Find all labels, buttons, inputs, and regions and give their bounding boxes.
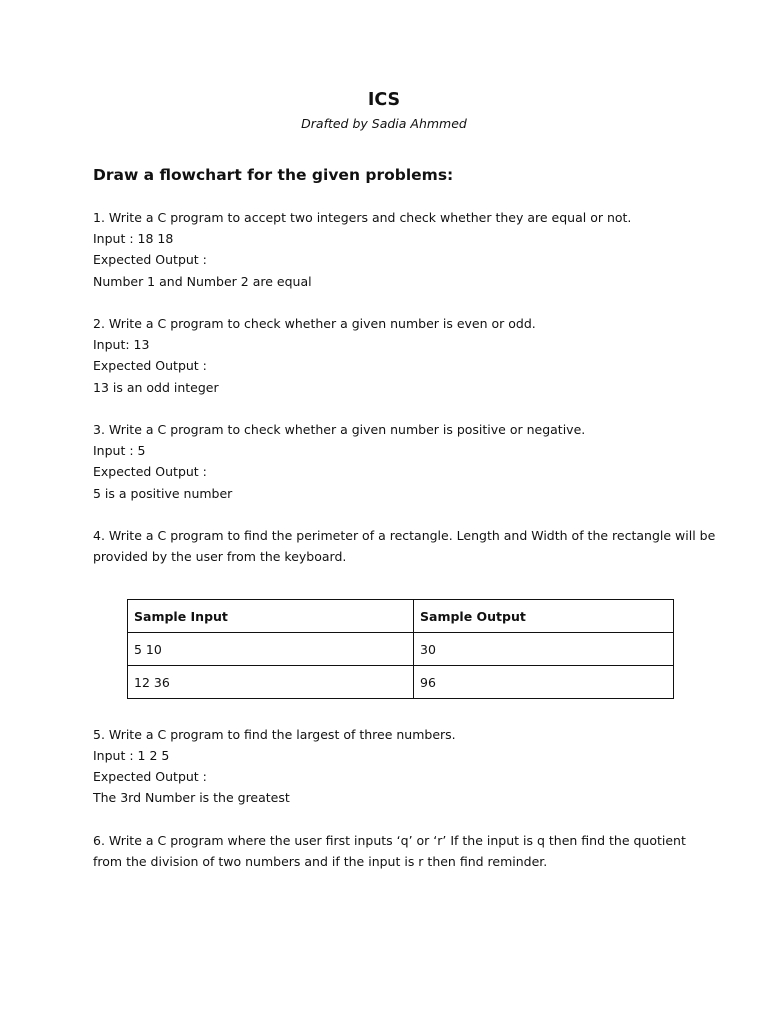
problem-2-statement: 2. Write a C program to check whether a given number is even or odd. <box>93 316 536 331</box>
problem-3-input: Input : 5 <box>93 443 146 458</box>
section-heading: Draw a flowchart for the given problems: <box>93 166 454 184</box>
sample-io-table <box>127 599 674 699</box>
problem-5-statement: 5. Write a C program to find the largest of three numbers. <box>93 727 456 742</box>
problem-4-statement-line-2: provided by the user from the keyboard. <box>93 549 347 564</box>
problem-2-expected-label: Expected Output : <box>93 358 207 373</box>
problem-5-input: Input : 1 2 5 <box>93 748 170 763</box>
problem-1-input: Input : 18 18 <box>93 231 174 246</box>
problem-3-statement: 3. Write a C program to check whether a given number is positive or negative. <box>93 422 586 437</box>
document-subtitle: Drafted by Sadia Ahmmed <box>301 116 467 131</box>
problem-4-statement-line-1: 4. Write a C program to find the perimeter of a rectangle. Length and Width of the rectangle will be <box>93 528 716 543</box>
problem-2-output: 13 is an odd integer <box>93 380 219 395</box>
table-cell-output: 96 <box>414 666 674 699</box>
problem-5-expected-label: Expected Output : <box>93 769 207 784</box>
problem-5-output: The 3rd Number is the greatest <box>93 790 290 805</box>
header-sample-output: Sample Output <box>414 600 674 633</box>
header-sample-input: Sample Input <box>128 600 414 633</box>
table-header-row <box>128 600 674 633</box>
table-row <box>128 633 674 666</box>
table-cell-output: 30 <box>414 633 674 666</box>
problem-1-expected-label: Expected Output : <box>93 252 207 267</box>
table-cell-input: 12 36 <box>128 666 414 699</box>
problem-3-expected-label: Expected Output : <box>93 464 207 479</box>
problem-1-output: Number 1 and Number 2 are equal <box>93 274 312 289</box>
problem-1-statement: 1. Write a C program to accept two integers and check whether they are equal or not. <box>93 210 632 225</box>
problem-2-input: Input: 13 <box>93 337 150 352</box>
table-row <box>128 666 674 699</box>
table-cell-input: 5 10 <box>128 633 414 666</box>
document-title: ICS <box>367 90 401 110</box>
problem-3-output: 5 is a positive number <box>93 486 233 501</box>
problem-6-statement-line-2: from the division of two numbers and if the input is r then find reminder. <box>93 854 548 869</box>
problem-6-statement-line-1: 6. Write a C program where the user first inputs ‘q’ or ‘r’ If the input is q then find the quotient <box>93 833 686 848</box>
